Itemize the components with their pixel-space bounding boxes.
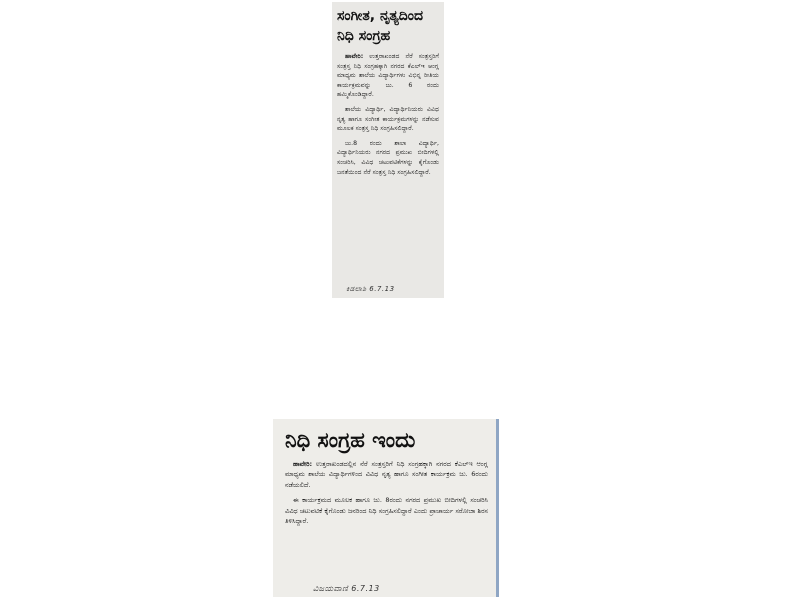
- newspaper-clipping-bottom: [273, 419, 499, 597]
- headline-top-line2: ನಿಧಿ ಸಂಗ್ರಹ: [337, 28, 391, 44]
- article-paragraph: ಈ ಕಾರ್ಯಕ್ರಮದ ಮೂಲಕ ಹಾಗೂ ಜು. 8ರಂದು ನಗರದ ಪ್ರಮುಖ ಬೀದಿಗಳಲ್ಲಿ ಸಂಚರಿಸಿ ವಿವಿಧ ಚಟುವಟಿಕೆ ಕೈಗೊಂಡು ಜನರಿಂದ ನಿಧಿ ಸಂಗ್ರಹಿಸಲಿದ್ದಾರೆ ಎಂದು ಪ್ರಾಚಾರ್ಯ ಸರೋಜಾ ಶಿರಸ ತಿಳಿಸಿದ್ದಾರೆ.: [285, 496, 488, 526]
- article-body-bottom: [285, 459, 488, 526]
- article-paragraph: ಹಾವೇರಿ: ಉತ್ತರಾಖಂಡದ ನೆರೆ ಸಂತ್ರಸ್ತರಿಗೆ ಸಂತ್ರಸ್ತ ನಿಧಿ ಸಂಗ್ರಹಕ್ಕಾಗಿ ನಗರದ ಕೆಎಲ್‌ಇ ಆಂಗ್ಲ ಮಾಧ್ಯಮ ಶಾಲೆಯ ವಿದ್ಯಾರ್ಥಿಗಳು ವಿಭಿನ್ನ ರೀತಿಯ ಕಾರ್ಯಕ್ರಮವನ್ನು ಜು. 6 ರಂದು ಹಮ್ಮಿಕೊಂಡಿದ್ದಾರೆ.: [337, 53, 440, 99]
- article-paragraph: ಜು.8 ರಂದು ಶಾಲಾ ವಿದ್ಯಾರ್ಥಿ, ವಿದ್ಯಾರ್ಥಿನಿಯರು ನಗರದ ಪ್ರಮುಖ ಬೀದಿಗಳಲ್ಲಿ ಸಂಚರಿಸಿ, ವಿವಿಧ ಚಟುವಟಿಕೆಗಳನ್ನು ಕೈಗೊಂಡು ಜನತೆಯಿಂದ ನೆರೆ ಸಂತ್ರಸ್ತ ನಿಧಿ ಸಂಗ್ರಹಿಸಲಿದ್ದಾರೆ.: [337, 139, 439, 176]
- newspaper-clipping-top: [332, 2, 444, 298]
- article-paragraph: ಹಾವೇರಿ: ಉತ್ತರಾಖಂಡದಲ್ಲಿನ ನೆರೆ ಸಂತ್ರಸ್ತರಿಗೆ ನಿಧಿ ಸಂಗ್ರಹಕ್ಕಾಗಿ ನಗರದ ಕೆಎಲ್‌ಇ ಆಂಗ್ಲ ಮಾಧ್ಯಮ ಶಾಲೆಯ ವಿದ್ಯಾರ್ಥಿಗಳಿಂದ ವಿವಿಧ ನೃತ್ಯ ಹಾಗೂ ಸಂಗೀತ ಕಾರ್ಯಕ್ರಮ ಜು. 6ರಂದು ನಡೆಯಲಿದೆ.: [285, 460, 488, 489]
- source-handwritten-note: ಕಿಡಲಾಶಿ 6.7.13: [346, 285, 395, 293]
- article-paragraph: ಶಾಲೆಯ ವಿದ್ಯಾರ್ಥಿ, ವಿದ್ಯಾರ್ಥಿನಿಯರು ವಿವಿಧ ನೃತ್ಯ ಹಾಗೂ ಸಂಗೀತ ಕಾರ್ಯಕ್ರಮಗಳನ್ನು ನಡೆಸುವ ಮೂಲಕ ಸಂತ್ರಸ್ತ ನಿಧಿ ಸಂಗ್ರಹಿಸಲಿದ್ದಾರೆ.: [337, 105, 439, 133]
- dateline: ಹಾವೇರಿ:: [293, 460, 313, 468]
- article-body-top: [337, 52, 439, 177]
- source-handwritten-note: ವಿಜಯವಾಣಿ 6.7.13: [313, 584, 380, 593]
- headline-top-line1: ಸಂಗೀತ, ನೃತ್ಯದಿಂದ: [337, 8, 424, 24]
- dateline: ಹಾವೇರಿ:: [345, 53, 364, 60]
- headline-bottom: ನಿಧಿ ಸಂಗ್ರಹ ಇಂದು: [285, 428, 416, 452]
